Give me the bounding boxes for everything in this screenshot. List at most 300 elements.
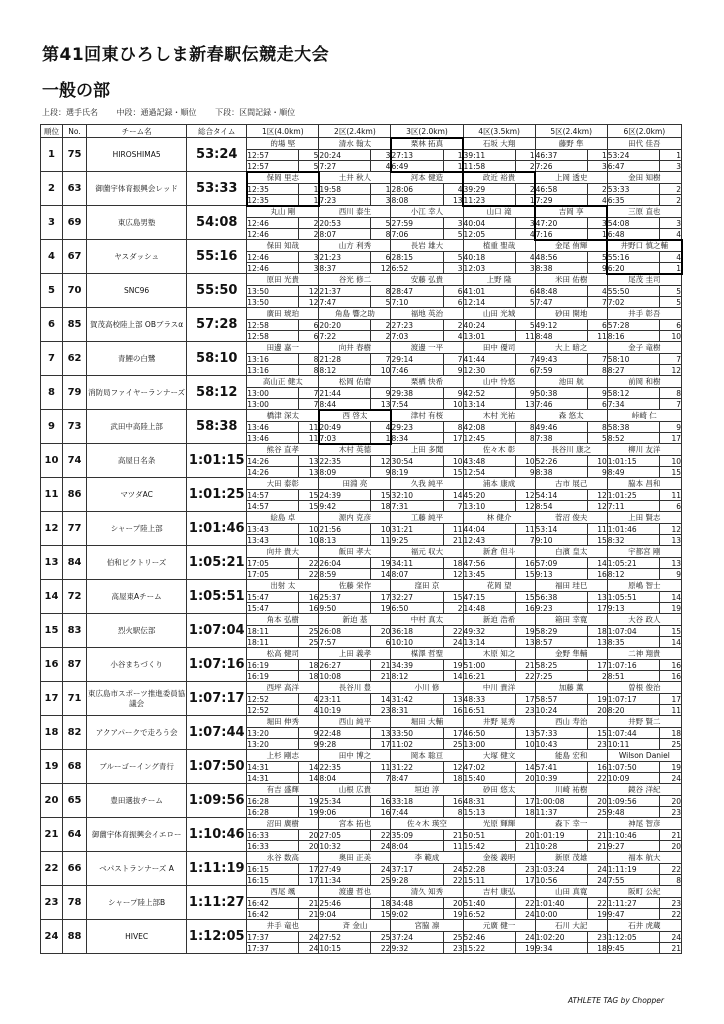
team-row [41,410,682,422]
section-time: 8:07 [391,569,443,580]
pass-rank: 5 [443,252,463,263]
section-rank: 18 [587,943,607,954]
runner-name: 保田 知哉 [247,240,319,252]
pass-time: 1:11:27 [607,898,659,909]
section-rank: 10 [515,739,535,750]
position-cell: 22 [41,852,63,886]
pass-time: 1:07:50 [607,762,659,773]
bib-number-cell: 67 [63,240,87,274]
section-rank: 10 [299,535,319,546]
pass-rank: 23 [515,864,535,875]
pass-rank: 16 [299,592,319,603]
pass-time: 12:46 [247,218,299,229]
runner-name: 永谷 数高 [247,852,319,864]
section-time: 16:21 [463,671,515,682]
pass-rank: 10 [299,524,319,535]
section-rank: 12 [443,569,463,580]
runner-name: 三原 直也 [607,206,681,218]
section-time: 8:12 [607,569,659,580]
section-rank: 20 [299,841,319,852]
runner-name: 山田 真寛 [535,886,607,898]
section-rank: 5 [299,161,319,172]
section-time: 8:38 [535,467,587,478]
pass-time: 28:47 [391,286,443,297]
section-time: 11:34 [319,875,371,886]
team-name-cell: ヤスダッシュ [87,240,187,274]
section-time: 13:20 [247,739,299,750]
runner-name: 井野 晃秀 [463,716,535,728]
team-name-cell: シャープ陸上部 [87,512,187,546]
total-time-cell: 1:10:46 [187,818,247,852]
runner-name: 栗林 拓真 [391,138,463,150]
runner-name: 森 悠太 [535,410,607,422]
position-cell: 14 [41,580,63,614]
position-cell: 13 [41,546,63,580]
pass-time: 1:07:16 [607,660,659,671]
section-time: 8:20 [607,705,659,716]
section-time: 17:37 [247,943,299,954]
section-rank: 22 [659,909,681,920]
section-rank: 5 [515,297,535,308]
section-time: 8:59 [319,569,371,580]
runner-name: 長谷川 康之 [535,444,607,456]
runner-name: 金子 竜樹 [607,342,681,354]
pass-time: 21:23 [319,252,371,263]
section-rank: 7 [299,399,319,410]
section-time: 7:29 [535,195,587,206]
pass-time: 25:46 [319,898,371,909]
pass-rank: 4 [371,422,391,433]
section-time: 12:57 [247,161,299,172]
header-leg-5: 5区(2.4km) [535,125,607,138]
position-cell: 24 [41,920,63,954]
pass-time: 1:12:05 [607,932,659,943]
runner-name: 金野 隼輔 [535,648,607,660]
runner-name: 井野 賢二 [607,716,681,728]
pass-time: 1:01:25 [607,490,659,501]
pass-rank: 1 [587,150,607,161]
section-rank: 9 [371,467,391,478]
section-time: 12:14 [463,297,515,308]
pass-rank: 21 [443,830,463,841]
section-rank: 1 [587,229,607,240]
runner-name: 新倉 但斗 [463,546,535,558]
section-rank: 10 [371,365,391,376]
section-time: 8:04 [391,841,443,852]
section-time: 16:15 [247,875,299,886]
runner-name: 植重 聖哉 [463,240,535,252]
total-time-cell: 1:09:56 [187,784,247,818]
runner-name: 山根 広貴 [319,784,391,796]
section-rank: 15 [443,467,463,478]
section-time: 10:11 [607,739,659,750]
position-cell: 11 [41,478,63,512]
section-rank: 7 [515,535,535,546]
pass-time: 58:10 [607,354,659,365]
runner-name: 宮脇 凛 [391,920,463,932]
runner-name: 小江 幸人 [391,206,463,218]
section-rank: 6 [515,365,535,376]
section-rank: 17 [299,875,319,886]
runner-name: 堀田 大輔 [391,716,463,728]
section-rank: 14 [659,637,681,648]
runner-name: 大塚 健文 [463,750,535,762]
section-time: 7:23 [319,195,371,206]
section-time: 8:12 [319,365,371,376]
runner-name: 原嶋 智士 [607,580,681,592]
section-time: 11:37 [535,807,587,818]
runner-name: 藤野 隼 [535,138,607,150]
total-time-cell: 1:07:50 [187,750,247,784]
pass-rank: 2 [371,320,391,331]
section-rank: 3 [299,263,319,274]
pass-rank: 13 [587,592,607,603]
pass-time: 1:07:04 [607,626,659,637]
pass-time: 49:46 [535,422,587,433]
section-time: 9:28 [319,739,371,750]
pass-rank: 19 [515,626,535,637]
runner-name: 政近 裕貴 [463,172,535,184]
pass-time: 42:08 [463,422,515,433]
section-time: 14:48 [463,603,515,614]
team-row [41,682,682,694]
section-time: 9:25 [391,535,443,546]
section-time: 7:47 [535,297,587,308]
section-time: 7:46 [391,365,443,376]
section-rank: 20 [587,705,607,716]
section-rank: 6 [659,501,681,512]
runner-name: 丸山 剛 [247,206,319,218]
section-time: 6:47 [607,161,659,172]
pass-rank: 7 [371,354,391,365]
runner-name: 岡本 聡亘 [391,750,463,762]
section-rank: 19 [371,603,391,614]
section-time: 8:07 [319,229,371,240]
section-rank: 14 [443,671,463,682]
section-time: 8:37 [319,263,371,274]
section-rank: 18 [299,671,319,682]
pass-rank: 17 [659,694,681,705]
pass-rank: 1 [371,184,391,195]
section-time: 10:15 [319,943,371,954]
position-cell: 21 [41,818,63,852]
section-time: 7:54 [391,399,443,410]
section-rank: 23 [587,739,607,750]
section-time: 15:13 [463,807,515,818]
runner-name: 松高 健司 [247,648,319,660]
section-rank: 11 [659,705,681,716]
header-leg-3: 3区(2.0km) [391,125,463,138]
runner-name: 大谷 政人 [607,614,681,626]
pass-time: 49:43 [535,354,587,365]
runner-name: 橋津 深太 [247,410,319,422]
pass-time: 16:15 [247,864,299,875]
section-rank: 5 [371,297,391,308]
pass-rank: 15 [299,490,319,501]
pass-rank: 12 [659,524,681,535]
section-rank: 8 [515,433,535,444]
team-name-cell: 御薗宇体育振興会イエロー [87,818,187,852]
pass-rank: 9 [659,422,681,433]
section-rank: 24 [515,909,535,920]
section-rank: 13 [443,195,463,206]
team-row [41,648,682,660]
section-time: 9:42 [319,501,371,512]
pass-rank: 10 [587,456,607,467]
bib-number-cell: 70 [63,274,87,308]
pass-rank: 5 [515,320,535,331]
section-rank: 5 [659,297,681,308]
runner-name: 田邊 嘉一 [247,342,319,354]
pass-time: 12:57 [247,150,299,161]
team-name-cell: 小谷まちづくり [87,648,187,682]
section-rank: 6 [443,297,463,308]
section-time: 15:42 [463,841,515,852]
runner-name: 浦本 康成 [463,478,535,490]
position-cell: 6 [41,308,63,342]
footer-credit: ATHLETE TAG by Chopper [567,996,664,1005]
runner-name: 林 健介 [463,512,535,524]
runner-name: 上岡 透史 [535,172,607,184]
runner-name: 井手 竜也 [247,920,319,932]
pass-rank: 8 [659,388,681,399]
section-time: 9:13 [607,603,659,614]
section-rank: 11 [587,331,607,342]
runner-name: 宇都宮 剛 [607,546,681,558]
pass-rank: 2 [659,184,681,195]
section-rank: 15 [371,909,391,920]
pass-rank: 1 [443,150,463,161]
pass-rank: 11 [515,524,535,535]
pass-rank: 7 [443,354,463,365]
section-rank: 17 [443,433,463,444]
pass-time: 29:38 [391,388,443,399]
pass-rank: 18 [659,728,681,739]
runner-name: 久我 純平 [391,478,463,490]
pass-rank: 17 [515,694,535,705]
section-time: 14:26 [247,467,299,478]
pass-time: 1:01:15 [607,456,659,467]
runner-name: 源内 克彦 [319,512,391,524]
team-row [41,920,682,932]
section-rank: 14 [299,773,319,784]
section-time: 10:43 [535,739,587,750]
position-cell: 23 [41,886,63,920]
runner-name: 脇本 昌和 [607,478,681,490]
pass-rank: 15 [515,592,535,603]
section-time: 18:11 [247,637,299,648]
team-name-cell: 御薗宇体育振興会レッド [87,172,187,206]
pass-rank: 5 [371,218,391,229]
section-rank: 3 [659,161,681,172]
pass-rank: 7 [299,388,319,399]
section-rank: 5 [587,433,607,444]
pass-rank: 14 [371,694,391,705]
section-rank: 24 [371,841,391,852]
runner-name: 新迫 浩希 [463,614,535,626]
pass-rank: 9 [443,388,463,399]
pass-rank: 24 [299,932,319,943]
pass-time: 44:04 [463,524,515,535]
pass-rank: 7 [587,354,607,365]
pass-rank: 18 [299,660,319,671]
header-pos: 順位 [41,125,63,138]
runner-name: 河本 健造 [391,172,463,184]
team-row [41,376,682,388]
pass-rank: 14 [587,558,607,569]
pass-time: 58:12 [607,388,659,399]
bib-number-cell: 72 [63,580,87,614]
section-time: 10:39 [535,773,587,784]
section-rank: 9 [659,569,681,580]
section-time: 17:05 [247,569,299,580]
runner-name: Wilson Daniel [607,750,681,762]
bib-number-cell: 79 [63,376,87,410]
section-time: 14:31 [247,773,299,784]
section-time: 6:35 [607,195,659,206]
section-time: 9:10 [535,535,587,546]
pass-time: 17:37 [247,932,299,943]
pass-rank: 21 [515,660,535,671]
pass-time: 27:13 [391,150,443,161]
pass-time: 1:11:19 [607,864,659,875]
runner-name: 上田 賢志 [607,512,681,524]
pass-rank: 24 [659,932,681,943]
total-time-cell: 55:50 [187,274,247,308]
pass-time: 13:16 [247,354,299,365]
runner-name: 元廣 健一 [463,920,535,932]
runner-name: 渡邊 一平 [391,342,463,354]
runner-name: 井野口 慎之輔 [607,240,681,252]
team-name-cell: HIROSHIMA5 [87,138,187,172]
pass-rank: 11 [587,524,607,535]
runner-name: 清久 知秀 [391,886,463,898]
section-rank: 8 [371,229,391,240]
section-rank: 24 [443,637,463,648]
runner-name: 松岡 佑磨 [319,376,391,388]
pass-rank: 8 [443,422,463,433]
pass-time: 1:02:20 [535,932,587,943]
runner-name: 中川 貴洋 [463,682,535,694]
section-time: 8:31 [391,705,443,716]
runner-name: 砂田 悠太 [463,784,535,796]
section-rank: 2 [371,331,391,342]
pass-time: 52:28 [463,864,515,875]
section-rank: 25 [299,637,319,648]
pass-rank: 6 [587,320,607,331]
section-time: 9:34 [535,943,587,954]
section-time: 13:00 [463,739,515,750]
pass-rank: 3 [299,252,319,263]
pass-time: 29:23 [391,422,443,433]
header-no: No. [63,125,87,138]
section-time: 7:16 [535,229,587,240]
pass-rank: 12 [587,490,607,501]
team-name-cell: 高屋東Aチーム [87,580,187,614]
section-rank: 1 [371,433,391,444]
position-cell: 18 [41,716,63,750]
runner-name: 能島 宏和 [535,750,607,762]
runner-name: 木村 光祐 [463,410,535,422]
section-time: 13:50 [247,297,299,308]
team-name-cell: 烈火駅伝部 [87,614,187,648]
section-time: 13:45 [463,569,515,580]
section-time: 14:57 [247,501,299,512]
section-rank: 1 [443,161,463,172]
pass-rank: 2 [299,218,319,229]
section-rank: 18 [443,773,463,784]
pass-time: 35:09 [391,830,443,841]
total-time-cell: 58:12 [187,376,247,410]
section-rank: 17 [587,603,607,614]
team-name-cell: 高屋日名条 [87,444,187,478]
team-row [41,342,682,354]
pass-rank: 1 [659,150,681,161]
section-time: 7:47 [319,297,371,308]
runner-name: 金後 義明 [463,852,535,864]
pass-rank: 22 [515,898,535,909]
section-rank: 12 [371,263,391,274]
pass-time: 20:20 [319,320,371,331]
team-name-cell: マツダAC [87,478,187,512]
section-time: 6:52 [391,263,443,274]
section-time: 16:51 [463,705,515,716]
position-cell: 12 [41,512,63,546]
runner-name: 田中 博之 [319,750,391,762]
team-row [41,274,682,286]
bib-number-cell: 88 [63,920,87,954]
pass-rank: 13 [443,694,463,705]
pass-time: 20:49 [319,422,371,433]
section-rank: 3 [587,161,607,172]
section-rank: 11 [371,535,391,546]
pass-time: 53:14 [535,524,587,535]
pass-time: 29:14 [391,354,443,365]
section-time: 7:59 [535,365,587,376]
section-rank: 25 [587,807,607,818]
section-rank: 10 [659,331,681,342]
team-name-cell: 伯和ビクトリーズ [87,546,187,580]
pass-rank: 4 [299,694,319,705]
pass-rank: 14 [299,762,319,773]
section-rank: 22 [299,569,319,580]
runner-name: 楳澤 哲聖 [391,648,463,660]
total-time-cell: 53:33 [187,172,247,206]
runner-name: 清水 翰太 [319,138,391,150]
pass-time: 1:01:40 [535,898,587,909]
runner-name: 李 範成 [391,852,463,864]
pass-time: 46:37 [535,150,587,161]
runner-name: 斉 金山 [319,920,391,932]
pass-rank: 24 [371,864,391,875]
section-rank: 4 [371,161,391,172]
runner-name: 吉村 康弘 [463,886,535,898]
pass-time: 22:48 [319,728,371,739]
section-rank: 24 [299,943,319,954]
results-body [41,138,682,954]
pass-time: 50:51 [463,830,515,841]
runner-name: 佐々木 瑛空 [391,818,463,830]
section-time: 8:48 [535,331,587,342]
runner-name: 栗栖 快希 [391,376,463,388]
section-rank: 12 [299,297,319,308]
section-time: 8:34 [391,433,443,444]
section-time: 13:14 [463,637,515,648]
pass-time: 31:22 [391,762,443,773]
position-cell: 16 [41,648,63,682]
team-row [41,240,682,252]
pass-time: 34:39 [391,660,443,671]
